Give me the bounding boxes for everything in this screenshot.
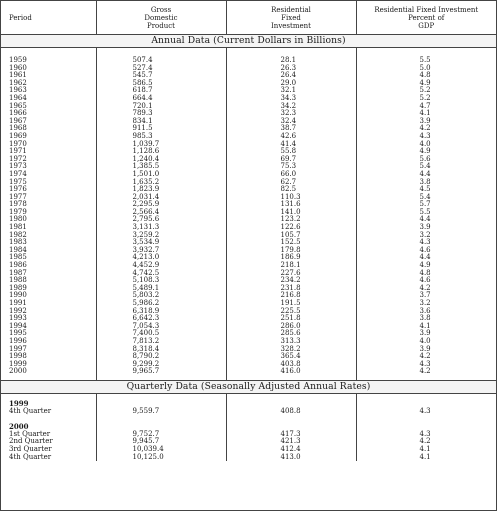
percent-gdp-cell: 4.2 [356, 285, 496, 293]
residential-investment-cell: 286.0 [226, 323, 356, 331]
period-cell: 4th Quarter [9, 406, 52, 415]
residential-investment-cell: 62.7 [226, 179, 356, 187]
gdp-cell: 1,635.2 [96, 179, 226, 187]
period-cell: 1972 [9, 154, 27, 163]
percent-gdp-cell: 4.0 [356, 338, 496, 346]
period-cell: 1993 [9, 314, 27, 323]
gdp-cell: 9,752.7 [96, 431, 226, 439]
gdp-cell: 7,813.2 [96, 338, 226, 346]
period-cell: 1962 [9, 78, 27, 87]
period-cell: 3rd Quarter [9, 444, 52, 453]
gdp-cell: 9,965.7 [96, 368, 226, 376]
percent-gdp-cell: 3.9 [356, 224, 496, 232]
residential-investment-cell: 141.0 [226, 209, 356, 217]
percent-gdp-cell: 5.0 [356, 65, 496, 73]
residential-investment-cell: 218.1 [226, 262, 356, 270]
residential-investment-cell: 123.2 [226, 216, 356, 224]
gdp-cell: 9,559.7 [96, 408, 226, 416]
period-cell: 1970 [9, 139, 27, 148]
percent-gdp-cell: 5.4 [356, 194, 496, 202]
header-period: Period [1, 1, 96, 35]
period-cell: 2000 [9, 367, 27, 376]
period-cell: 1965 [9, 101, 27, 110]
gdp-cell: 985.3 [96, 133, 226, 141]
period-cell: 1979 [9, 207, 27, 216]
residential-investment-cell: 34.3 [226, 95, 356, 103]
period-cell: 1984 [9, 245, 27, 254]
gdp-cell: 7,400.5 [96, 330, 226, 338]
gdp-cell: 545.7 [96, 72, 226, 80]
period-cell: 2nd Quarter [9, 437, 53, 446]
residential-investment-cell: 38.7 [226, 125, 356, 133]
period-cell: 1960 [9, 63, 27, 72]
quarterly-section-header [1, 380, 496, 393]
header-gdp: Gross Domestic Product [96, 1, 226, 35]
gdp-cell: 2,795.6 [96, 216, 226, 224]
gdp-cell: 911.5 [96, 125, 226, 133]
gdp-cell: 1,501.0 [96, 171, 226, 179]
percent-gdp-cell: 4.0 [356, 141, 496, 149]
residential-investment-cell: 408.8 [226, 408, 356, 416]
gdp-cell: 527.4 [96, 65, 226, 73]
residential-investment-cell: 28.1 [226, 57, 356, 65]
gdp-cell: 2,031.4 [96, 194, 226, 202]
residential-investment-cell: 234.2 [226, 277, 356, 285]
annual-section-header [1, 35, 496, 48]
residential-investment-cell: 225.5 [226, 308, 356, 316]
percent-gdp-cell: 5.5 [356, 57, 496, 65]
residential-investment-cell: 285.6 [226, 330, 356, 338]
gdp-cell: 8,790.2 [96, 353, 226, 361]
residential-investment-cell: 32.3 [226, 110, 356, 118]
gdp-cell: 10,039.4 [96, 446, 226, 454]
percent-gdp-cell: 4.4 [356, 171, 496, 179]
percent-gdp-cell: 4.2 [356, 438, 496, 446]
period-cell: 1995 [9, 329, 27, 338]
percent-gdp-cell: 4.2 [356, 368, 496, 376]
table-row [1, 368, 496, 376]
gdp-cell: 3,534.9 [96, 239, 226, 247]
gdp-cell: 507.4 [96, 57, 226, 65]
gdp-cell: 789.3 [96, 110, 226, 118]
period-cell: 1st Quarter [9, 429, 51, 438]
residential-investment-cell: 55.8 [226, 148, 356, 156]
percent-gdp-cell: 4.6 [356, 277, 496, 285]
period-cell: 1987 [9, 268, 27, 277]
gdp-cell: 834.1 [96, 118, 226, 126]
residential-investment-cell: 69.7 [226, 156, 356, 164]
period-cell: 1988 [9, 276, 27, 285]
quarterly-data-body [1, 393, 496, 461]
gdp-cell: 1,128.6 [96, 148, 226, 156]
period-cell: 1980 [9, 215, 27, 224]
residential-investment-cell: 191.5 [226, 300, 356, 308]
percent-gdp-cell: 4.2 [356, 353, 496, 361]
percent-gdp-cell: 4.4 [356, 254, 496, 262]
percent-gdp-cell: 3.9 [356, 346, 496, 354]
period-cell: 1963 [9, 86, 27, 95]
residential-investment-cell: 75.3 [226, 163, 356, 171]
percent-gdp-cell: 4.6 [356, 247, 496, 255]
percent-gdp-cell: 3.2 [356, 300, 496, 308]
percent-gdp-cell: 5.6 [356, 156, 496, 164]
period-cell: 1994 [9, 321, 27, 330]
residential-investment-cell: 152.5 [226, 239, 356, 247]
percent-gdp-cell: 4.4 [356, 216, 496, 224]
gdp-cell: 664.4 [96, 95, 226, 103]
percent-gdp-cell: 3.9 [356, 118, 496, 126]
gdp-cell: 1,385.5 [96, 163, 226, 171]
residential-investment-cell: 29.0 [226, 80, 356, 88]
percent-gdp-cell: 3.8 [356, 179, 496, 187]
gdp-cell: 5,489.1 [96, 285, 226, 293]
percent-gdp-cell: 3.8 [356, 315, 496, 323]
residential-investment-cell: 227.6 [226, 270, 356, 278]
residential-investment-cell: 416.0 [226, 368, 356, 376]
residential-investment-cell: 313.3 [226, 338, 356, 346]
period-cell: 1968 [9, 124, 27, 133]
percent-gdp-cell: 5.4 [356, 163, 496, 171]
residential-investment-cell: 251.8 [226, 315, 356, 323]
residential-investment-cell: 41.4 [226, 141, 356, 149]
percent-gdp-cell: 4.9 [356, 80, 496, 88]
residential-investment-cell: 66.0 [226, 171, 356, 179]
period-cell: 4th Quarter [9, 452, 52, 461]
residential-investment-cell: 26.4 [226, 72, 356, 80]
period-cell: 1998 [9, 352, 27, 361]
gdp-cell: 7,054.3 [96, 323, 226, 331]
residential-investment-cell: 417.3 [226, 431, 356, 439]
percent-gdp-cell: 4.1 [356, 454, 496, 462]
period-cell: 1961 [9, 71, 27, 80]
residential-investment-cell: 32.1 [226, 87, 356, 95]
gdp-cell: 1,823.9 [96, 186, 226, 194]
gdp-cell [96, 423, 226, 431]
gdp-cell: 720.1 [96, 103, 226, 111]
residential-investment-cell: 122.6 [226, 224, 356, 232]
period-cell: 2000 [9, 422, 29, 432]
percent-gdp-cell: 4.3 [356, 239, 496, 247]
percent-gdp-cell: 4.3 [356, 133, 496, 141]
residential-investment-cell: 42.6 [226, 133, 356, 141]
percent-gdp-cell: 4.7 [356, 103, 496, 111]
residential-investment-cell: 365.4 [226, 353, 356, 361]
gdp-cell: 1,240.4 [96, 156, 226, 164]
period-cell: 1975 [9, 177, 27, 186]
gdp-cell: 618.7 [96, 87, 226, 95]
header-percent-of-gdp: Residential Fixed Investment Percent of GDP [356, 1, 496, 35]
residential-investment-cell: 186.9 [226, 254, 356, 262]
table-row [1, 454, 496, 462]
annual-section-title: Annual Data (Current Dollars in Billions) [1, 35, 496, 48]
gdp-cell: 4,452.9 [96, 262, 226, 270]
residential-investment-cell: 34.2 [226, 103, 356, 111]
period-cell: 1974 [9, 169, 27, 178]
residential-investment-cell: 26.3 [226, 65, 356, 73]
period-cell: 1977 [9, 192, 27, 201]
period-cell: 1971 [9, 147, 27, 156]
period-cell: 1969 [9, 131, 27, 140]
gdp-cell [96, 400, 226, 408]
gdp-cell: 586.5 [96, 80, 226, 88]
gdp-cell: 2,295.9 [96, 201, 226, 209]
gdp-cell: 3,932.7 [96, 247, 226, 255]
residential-investment-cell: 328.2 [226, 346, 356, 354]
gdp-cell: 5,803.2 [96, 292, 226, 300]
residential-investment-cell: 421.3 [226, 438, 356, 446]
percent-gdp-cell: 3.6 [356, 308, 496, 316]
annual-data-body [1, 48, 496, 381]
period-cell: 1996 [9, 336, 27, 345]
residential-investment-cell: 131.6 [226, 201, 356, 209]
residential-investment-cell: 413.0 [226, 454, 356, 462]
percent-gdp-cell: 4.5 [356, 186, 496, 194]
period-cell: 1964 [9, 93, 27, 102]
period-cell: 1967 [9, 116, 27, 125]
gdp-cell: 10,125.0 [96, 454, 226, 462]
period-cell: 1982 [9, 230, 27, 239]
residential-investment-cell: 110.3 [226, 194, 356, 202]
percent-gdp-cell: 5.7 [356, 201, 496, 209]
period-cell: 1978 [9, 200, 27, 209]
percent-gdp-cell: 4.9 [356, 148, 496, 156]
percent-gdp-cell: 4.1 [356, 323, 496, 331]
gdp-cell: 3,259.2 [96, 232, 226, 240]
percent-gdp-cell: 4.9 [356, 262, 496, 270]
period-cell: 1986 [9, 261, 27, 270]
percent-gdp-cell: 5.5 [356, 209, 496, 217]
residential-investment-cell: 403.8 [226, 361, 356, 369]
gdp-cell: 1,039.7 [96, 141, 226, 149]
residential-investment-cell: 231.8 [226, 285, 356, 293]
percent-gdp-cell: 4.8 [356, 270, 496, 278]
gdp-cell: 9,945.7 [96, 438, 226, 446]
percent-gdp-cell: 3.9 [356, 330, 496, 338]
percent-gdp-cell: 4.3 [356, 431, 496, 439]
period-cell: 1981 [9, 223, 27, 232]
period-cell: 1999 [9, 359, 27, 368]
period-cell: 1989 [9, 283, 27, 292]
gdp-cell: 8,318.4 [96, 346, 226, 354]
quarterly-section-title: Quarterly Data (Seasonally Adjusted Annual Rates) [1, 380, 496, 393]
gdp-cell: 4,213.0 [96, 254, 226, 262]
gdp-cell: 3,131.3 [96, 224, 226, 232]
percent-gdp-cell: 5.2 [356, 95, 496, 103]
percent-gdp-cell: 4.8 [356, 72, 496, 80]
gdp-cell: 6,642.3 [96, 315, 226, 323]
residential-investment-cell: 32.4 [226, 118, 356, 126]
percent-gdp-cell: 4.1 [356, 446, 496, 454]
residential-investment-cell: 179.8 [226, 247, 356, 255]
percent-gdp-cell: 4.3 [356, 408, 496, 416]
percent-gdp-cell: 3.2 [356, 232, 496, 240]
gdp-cell: 2,566.4 [96, 209, 226, 217]
header-row [1, 1, 496, 35]
period-cell: 1991 [9, 299, 27, 307]
percent-gdp-cell: 4.3 [356, 361, 496, 369]
period-cell: 1999 [9, 398, 29, 408]
gdp-cell: 9,299.2 [96, 361, 226, 369]
header-residential-investment: Residential Fixed Investment [226, 1, 356, 35]
period-cell: 1985 [9, 253, 27, 262]
period-cell: 1966 [9, 109, 27, 118]
period-cell: 1992 [9, 306, 27, 315]
residential-investment-cell: 412.4 [226, 446, 356, 454]
percent-gdp-cell: 5.2 [356, 87, 496, 95]
gdp-cell: 5,986.2 [96, 300, 226, 308]
gdp-residential-investment-table [1, 1, 496, 461]
period-cell: 1990 [9, 291, 27, 300]
residential-investment-cell: 105.7 [226, 232, 356, 240]
gdp-cell: 4,742.5 [96, 270, 226, 278]
residential-investment-cell: 82.5 [226, 186, 356, 194]
period-cell: 1997 [9, 344, 27, 353]
period-cell: 1976 [9, 185, 27, 194]
percent-gdp-cell: 3.7 [356, 292, 496, 300]
table-row [1, 408, 496, 416]
period-cell: 1973 [9, 162, 27, 171]
period-cell: 1983 [9, 238, 27, 247]
percent-gdp-cell: 4.1 [356, 110, 496, 118]
gdp-cell: 5,108.3 [96, 277, 226, 285]
period-cell: 1959 [9, 56, 27, 64]
residential-investment-cell: 216.8 [226, 292, 356, 300]
percent-gdp-cell: 4.2 [356, 125, 496, 133]
gdp-cell: 6,318.9 [96, 308, 226, 316]
